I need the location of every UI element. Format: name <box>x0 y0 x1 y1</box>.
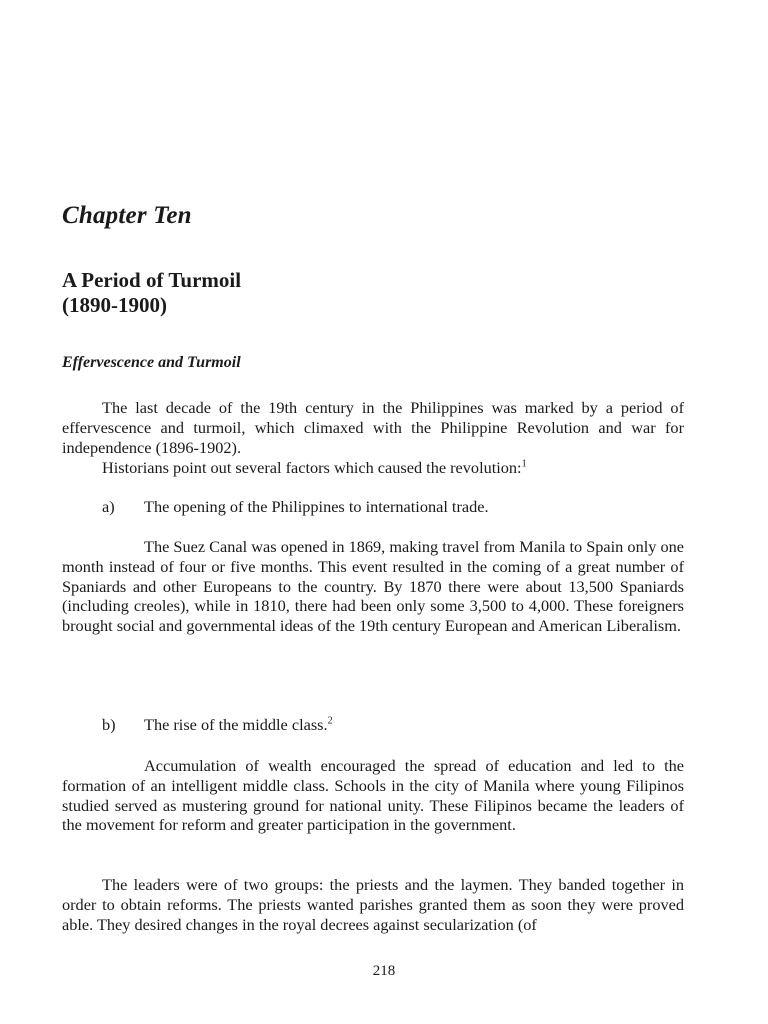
factor-explanation-b: Accumulation of wealth encouraged the spread of education and led to the formation of an intelligent middle class. Schools in the city of Manila where young Filipinos studied served as mustering ground for national unity. These Filipinos became the leaders of the movement for reform and greater participation in the government. <box>62 756 684 835</box>
factors-intro-text: Historians point out several factors which caused the revolution: <box>102 458 522 477</box>
footnote-ref-2: 2 <box>327 715 333 727</box>
factor-text-a: The opening of the Philippines to international trade. <box>144 497 489 516</box>
factor-text-b: The rise of the middle class. <box>144 715 328 734</box>
footnote-ref-1: 1 <box>521 458 527 470</box>
section-title <box>62 268 241 318</box>
factor-marker-a: a) <box>102 497 115 516</box>
factor-explanation-a: The Suez Canal was opened in 1869, making travel from Manila to Spain only one month instead of four or five months. This event resulted in the coming of a great number of Spaniards and other Europeans to the country. By 1870 there were about 13,500 Spaniards (including creoles), while in 1810, there had been only some 3,500 to 4,000. These foreigners brought social and governmental ideas of the 19th century European and American Liberalism. <box>62 537 684 636</box>
section-title-line-2: (1890-1900) <box>62 293 167 317</box>
factors-intro-paragraph <box>62 458 684 478</box>
page-number: 218 <box>372 963 396 979</box>
factor-marker-b: b) <box>102 715 116 734</box>
chapter-title: Chapter Ten <box>62 202 192 229</box>
section-title-line-1: A Period of Turmoil <box>62 268 242 292</box>
intro-paragraph: The last decade of the 19th century in the Philippines was marked by a period of effervescence and turmoil, which climaxed with the Philippine Revolution and war for independence (1896-1902). <box>62 398 684 457</box>
closing-paragraph: The leaders were of two groups: the priests and the laymen. They banded together in order to obtain reforms. The priests wanted parishes granted them as soon they were proved able. They desired changes in the royal decrees against secularization (of <box>62 875 684 934</box>
factor-item-a <box>102 497 489 517</box>
factor-item-b <box>102 715 333 735</box>
subsection-title: Effervescence and Turmoil <box>62 354 241 371</box>
